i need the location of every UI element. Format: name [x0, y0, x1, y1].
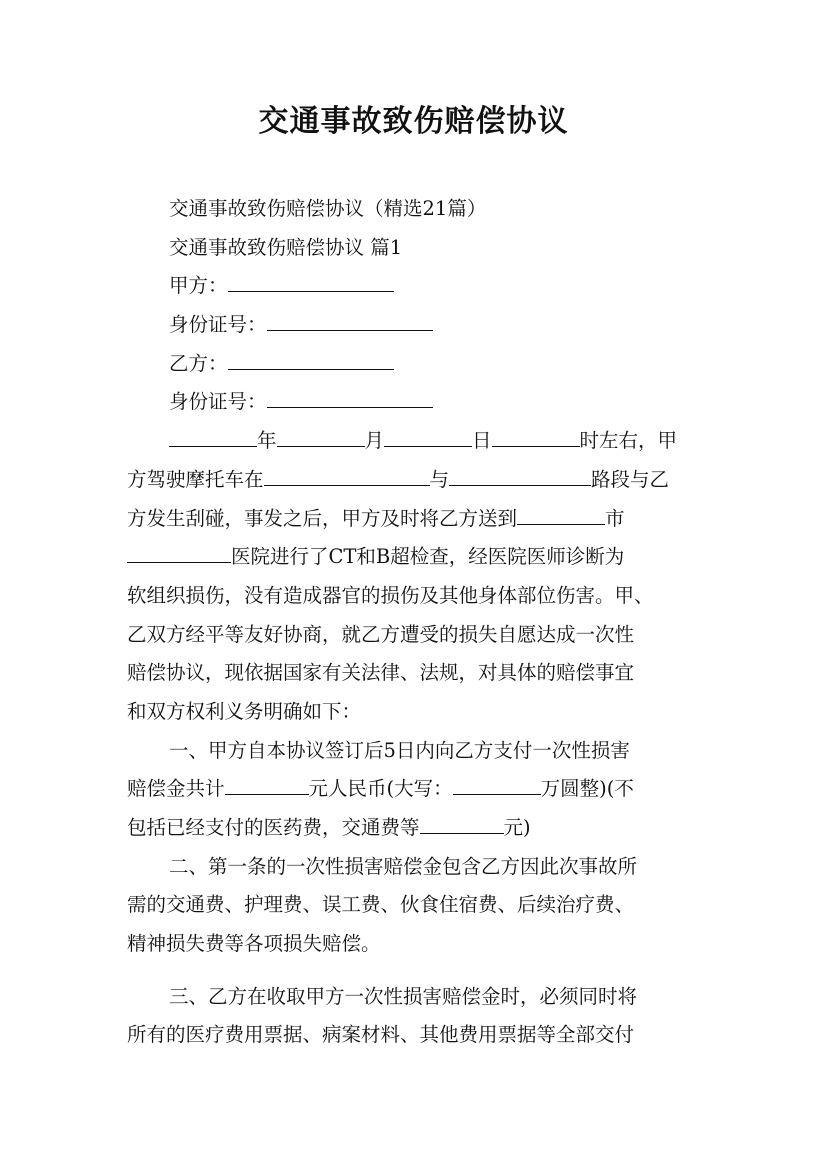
party-a-id-label: 身份证号：: [169, 313, 267, 337]
party-a-id-blank: [267, 312, 433, 331]
clause2-line1: 二、第一条的一次性损害赔偿金包含乙方因此次事故所: [169, 854, 638, 878]
clause2-line2: 需的交通费、护理费、误工费、伙食住宿费、后续治疗费、: [127, 893, 635, 917]
text-segment: 市: [605, 506, 625, 530]
paragraph1-line8: 和双方权利义务明确如下：: [127, 699, 362, 723]
year-label: 年: [257, 429, 277, 453]
clause1-line1: 一、甲方自本协议签订后5日内向乙方支付一次性损害: [169, 738, 630, 762]
text-segment: 包括已经支付的医药费，交通费等: [127, 816, 420, 839]
clause3-line1: 三、乙方在收取甲方一次性损害赔偿金时，必须同时将: [169, 984, 638, 1008]
paid-amount-blank: [420, 815, 504, 834]
city-blank: [517, 506, 605, 525]
clause3-line2: 所有的医疗费用票据、病案材料、其他费用票据等全部交付: [127, 1023, 635, 1047]
party-a-label: 甲方：: [169, 274, 228, 298]
document-title: 交通事故致伤赔偿协议: [258, 104, 569, 139]
intro-line: 交通事故致伤赔偿协议（精选21篇）: [169, 197, 487, 220]
text-segment: 方驾驶摩托车在: [127, 467, 264, 491]
hour-blank: [492, 428, 580, 447]
text-segment: 医院进行了CT和B超检查，经医院医师诊断为: [231, 545, 625, 569]
party-b-line: [127, 345, 712, 384]
location-blank-1: [264, 467, 430, 486]
day-blank: [384, 428, 472, 447]
text-segment: 元人民币(大写：: [308, 777, 453, 801]
party-a-blank: [228, 273, 394, 292]
paragraph1-line4: [127, 538, 712, 577]
text-segment: 万圆整)(不: [540, 777, 634, 801]
paragraph-gap: [127, 964, 712, 978]
document-body: [127, 190, 712, 1055]
section-heading: 交通事故致伤赔偿协议 篇1: [169, 235, 403, 259]
location-blank-2: [449, 467, 591, 486]
month-label: 月: [364, 429, 385, 453]
party-b-id-line: [127, 383, 712, 422]
clause1-line2: [127, 770, 712, 809]
paragraph1-line3: [127, 500, 712, 539]
paragraph1-line6: 乙双方经平等友好协商，就乙方遭受的损失自愿达成一次性: [127, 622, 635, 646]
amount-words-blank: [453, 776, 541, 795]
amount-blank: [225, 776, 309, 795]
party-a-id-line: [127, 306, 712, 345]
hospital-blank: [127, 544, 231, 563]
day-label: 日: [472, 429, 492, 453]
party-b-id-label: 身份证号：: [169, 390, 267, 414]
time-label: 时左右，甲: [579, 429, 678, 453]
text-segment: 赔偿金共计: [127, 777, 225, 801]
party-b-blank: [228, 351, 394, 370]
month-blank: [277, 428, 365, 447]
year-blank: [169, 428, 257, 447]
text-segment: 路段与乙: [591, 467, 670, 491]
party-b-label: 乙方：: [169, 351, 228, 375]
paragraph1-line7: 赔偿协议，现依据国家有关法律、法规，对具体的赔偿事宜: [127, 661, 635, 685]
party-a-line: [127, 267, 712, 306]
paragraph1-line2: [127, 461, 712, 500]
paragraph1-line1: [127, 422, 712, 461]
paragraph1-line5: 软组织损伤，没有造成器官的损伤及其他身体部位伤害。甲、: [127, 583, 654, 607]
clause2-line3: 精神损失费等各项损失赔偿。: [127, 932, 381, 956]
clause1-line3: [127, 809, 712, 848]
party-b-id-blank: [267, 389, 433, 408]
text-segment: 元): [503, 816, 531, 839]
text-segment: 方发生刮碰，事发之后，甲方及时将乙方送到: [127, 506, 518, 530]
text-segment: 与: [429, 467, 450, 491]
